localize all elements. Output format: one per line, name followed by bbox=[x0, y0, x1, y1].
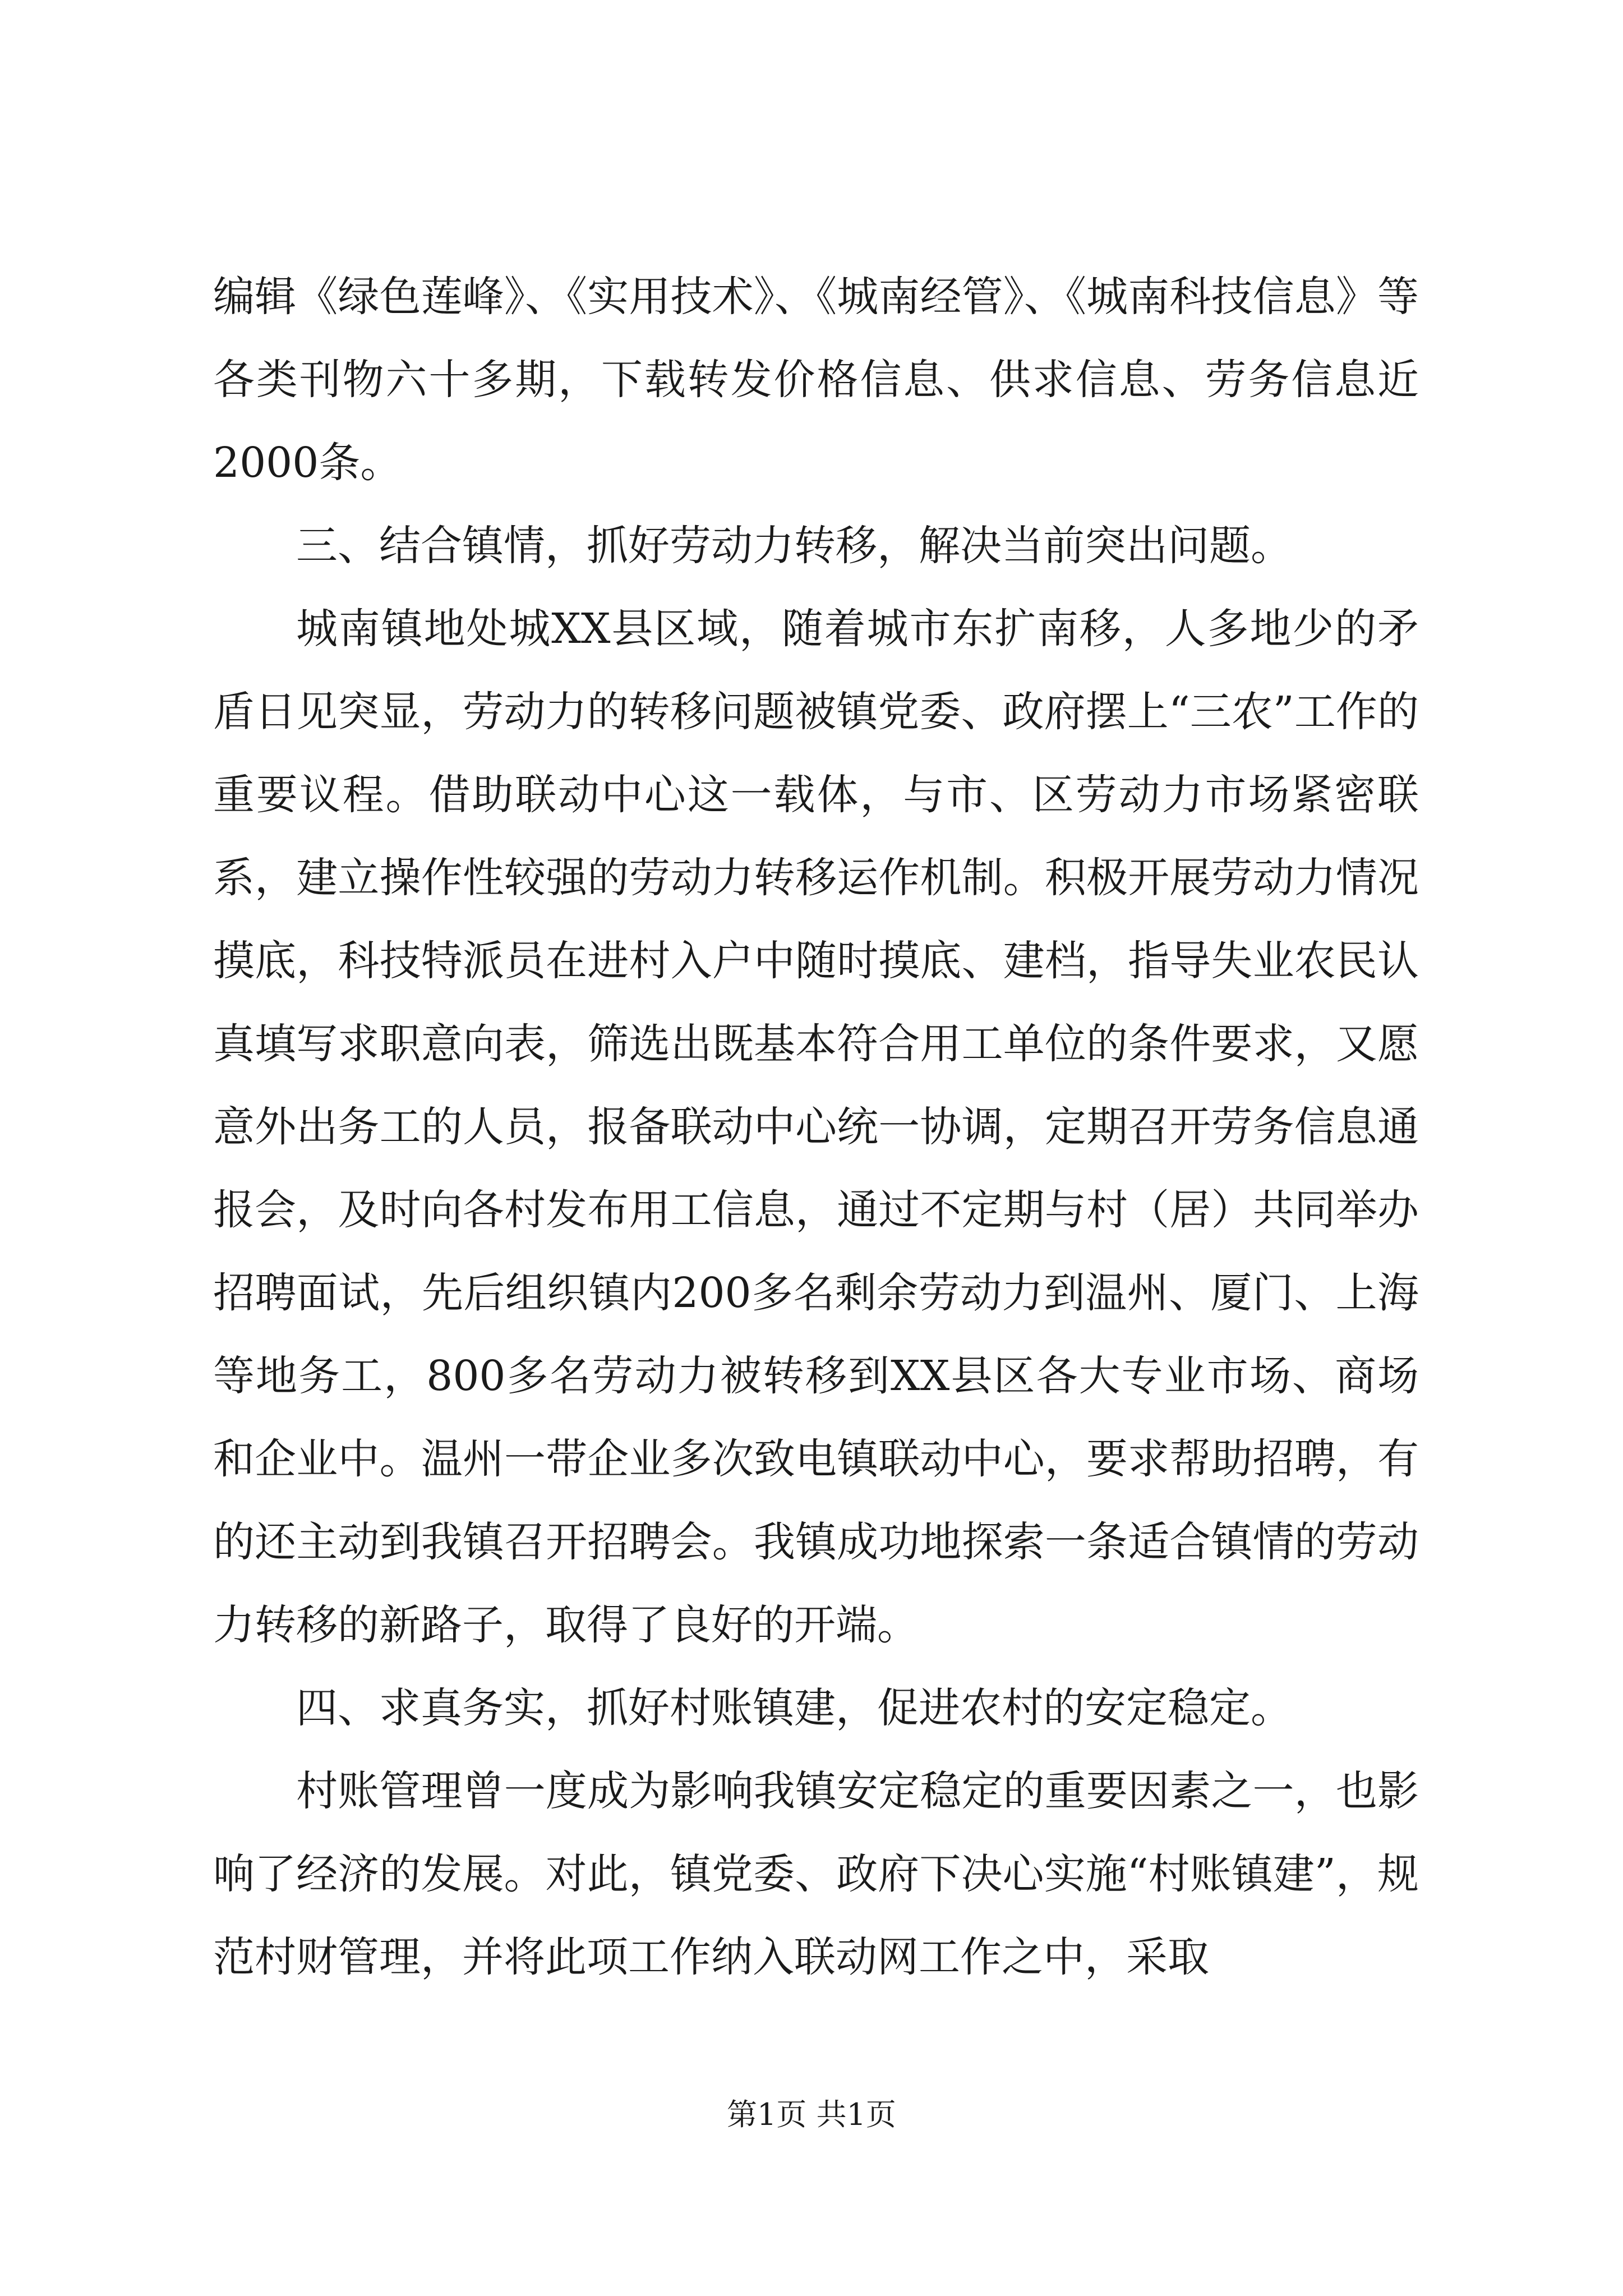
document-body bbox=[213, 255, 1419, 1999]
page-footer: 第1页 共1页 bbox=[727, 2097, 896, 2132]
section-heading-4: 四、求真务实，抓好村账镇建，促进农村的安定稳定。 bbox=[296, 1684, 1292, 1732]
section-heading-3: 三、结合镇情，抓好劳动力转移，解决当前突出问题。 bbox=[296, 522, 1292, 570]
paragraph-5: 村账管理曾一度成为影响我镇安定稳定的重要因素之一，也影响了经济的发展。对此，镇党委、政府下决心实施“村账镇建”，规范村财管理，并将此项工作纳入联动网工作之中，采取 bbox=[213, 1767, 1419, 1981]
paragraph-1: 编辑《绿色莲峰》、《实用技术》、《城南经管》、《城南科技信息》等各类刊物六十多期，下载转发价格信息、供求信息、劳务信息近2000条。 bbox=[213, 273, 1419, 487]
paragraph-3: 城南镇地处城XX县区域，随着城市东扩南移，人多地少的矛盾日见突显，劳动力的转移问题被镇党委、政府摆上“三农”工作的重要议程。借助联动中心这一载体，与市、区劳动力市场紧密联系，建立操作性较强的劳动力转移运作机制。积极开展劳动力情况摸底，科技特派员在进村入户中随时摸底、建档，指导失业农民认真填写求职意向表，筛选出既基本符合用工单位的条件要求，又愿意外出务工的人员，报备联动中心统一协调，定期召开劳务信息通报会，及时向各村发布用工信息，通过不定期与村（居）共同举办招聘面试，先后组织镇内200多名剩余劳动力到温州、厦门、上海等地务工，800多名劳动力被转移到XX县区各大专业市场、商场和企业中。温州一带企业多次致电镇联动中心，要求帮助招聘，有的还主动到我镇召开招聘会。我镇成功地探索一条适合镇情的劳动力转移的新路子，取得了良好的开端。 bbox=[213, 605, 1419, 1649]
